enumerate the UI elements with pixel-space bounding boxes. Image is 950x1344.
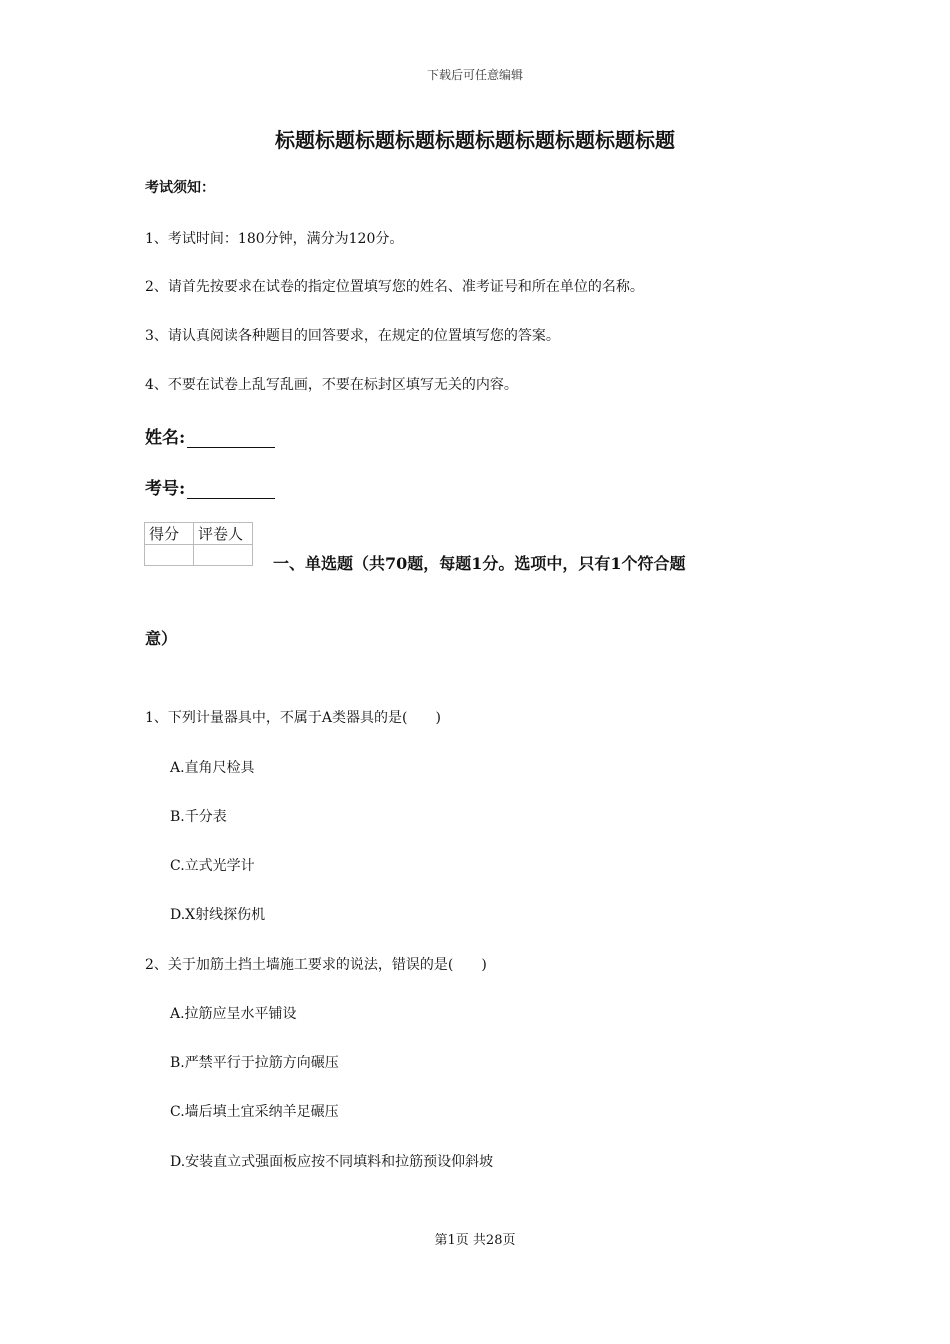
option-item: D.X射线探伤机 [170,907,266,923]
score-table-blank-row [145,545,253,566]
exam-number-label: 考号: [145,479,186,499]
page-footer: 第1页 共28页 [434,1233,516,1248]
score-table [144,522,253,566]
grader-cell[interactable] [194,545,253,566]
grader-header: 评卷人 [194,523,253,545]
option-item: A.拉筋应呈水平铺设 [170,1006,297,1022]
notice-item: 3、请认真阅读各种题目的回答要求，在规定的位置填写您的答案。 [145,328,560,344]
document-title: 标题标题标题标题标题标题标题标题标题标题 [275,128,675,152]
question-text: 1、下列计量器具中，不属于A类器具的是( ) [145,710,441,726]
notice-heading: 考试须知： [145,180,215,196]
option-item: A.直角尺检具 [170,760,255,776]
notice-item: 1、考试时间：180分钟，满分为120分。 [145,231,404,247]
header-note: 下载后可任意编辑 [426,68,523,82]
option-item: C.墙后填土宜采纳羊足碾压 [170,1104,339,1120]
option-item: C.立式光学计 [170,858,255,874]
score-table-header-row [145,523,253,545]
option-item: D.安装直立式强面板应按不同填料和拉筋预设仰斜坡 [170,1154,494,1170]
option-item: B.严禁平行于拉筋方向碾压 [170,1055,339,1071]
option-item: B.千分表 [170,809,227,825]
score-cell[interactable] [145,545,194,566]
exam-number-blank[interactable] [187,480,275,499]
notice-item: 2、请首先按要求在试卷的指定位置填写您的姓名、准考证号和所在单位的名称。 [145,279,644,295]
score-header: 得分 [145,523,194,545]
exam-number-field [145,474,275,499]
section-heading-continued: 意） [145,629,178,648]
notice-item: 4、不要在试卷上乱写乱画，不要在标封区填写无关的内容。 [145,377,518,393]
name-blank[interactable] [187,429,275,448]
name-field [145,423,275,448]
name-label: 姓名: [145,428,186,448]
question-text: 2、关于加筋土挡土墙施工要求的说法，错误的是( ) [145,957,487,973]
section-heading: 一、单选题（共70题，每题1分。选项中，只有1个符合题 [273,554,686,573]
